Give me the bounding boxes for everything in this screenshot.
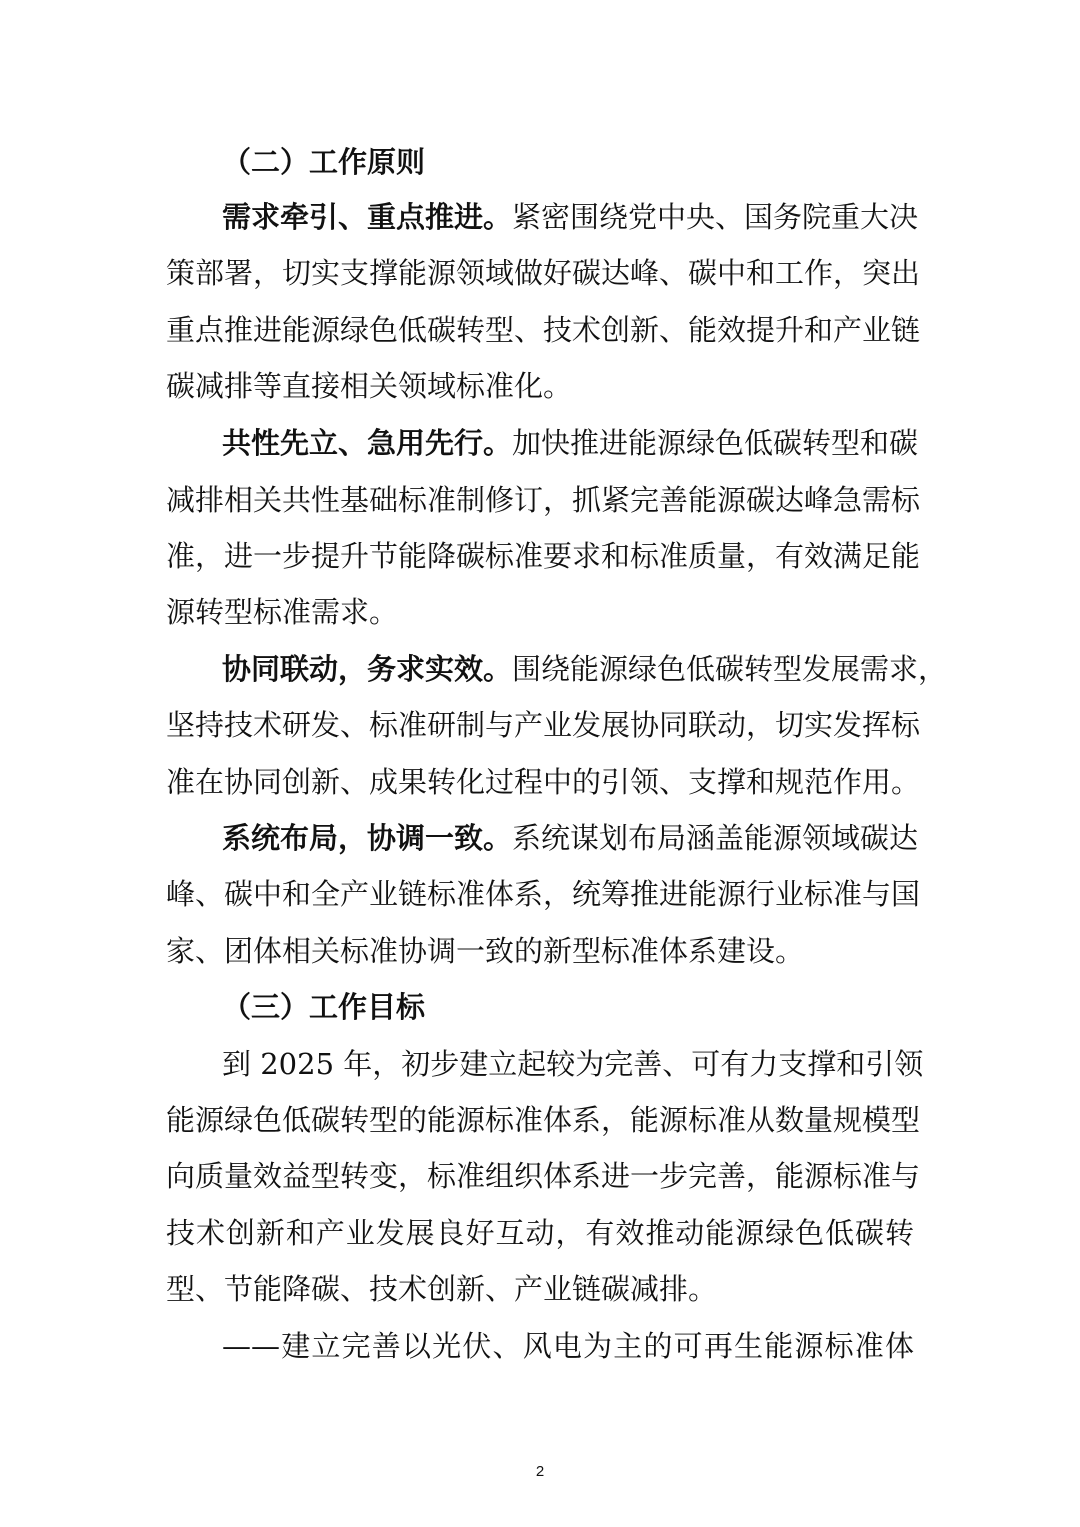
paragraph-line: 碳减排等直接相关领域标准化。 <box>166 369 573 403</box>
paragraph-line <box>222 649 948 689</box>
principle-text: 紧密围绕党中央、国务院重大决 <box>512 200 919 234</box>
paragraph-line: 重点推进能源绿色低碳转型、技术创新、能效提升和产业链 <box>166 313 921 347</box>
paragraph-line <box>222 818 919 858</box>
paragraph-line: 家、团体相关标准协调一致的新型标准体系建设。 <box>166 934 805 968</box>
paragraph-line: 准在协同创新、成果转化过程中的引领、支撑和规范作用。 <box>166 765 921 799</box>
principle-title: 共性先立、急用先行。 <box>222 426 513 460</box>
paragraph-line: 坚持技术研发、标准研制与产业发展协同联动，切实发挥标 <box>166 708 921 742</box>
principle-title: 协同联动，务求实效。 <box>222 652 513 686</box>
paragraph-line: 峰、碳中和全产业链标准体系，统筹推进能源行业标准与国 <box>166 877 921 911</box>
paragraph-line: 减排相关共性基础标准制修订，抓紧完善能源碳达峰急需标 <box>166 483 921 517</box>
paragraph-line: ——建立完善以光伏、风电为主的可再生能源标准体 <box>222 1329 914 1363</box>
paragraph-line: 策部署，切实支撑能源领域做好碳达峰、碳中和工作，突出 <box>166 256 921 290</box>
paragraph-line: 能源绿色低碳转型的能源标准体系，能源标准从数量规模型 <box>166 1103 921 1137</box>
section-heading: （三）工作目标 <box>222 990 426 1024</box>
paragraph-line: 源转型标准需求。 <box>166 595 399 629</box>
page-number: 2 <box>535 1463 545 1480</box>
principle-text: 围绕能源绿色低碳转型发展需求， <box>512 652 948 686</box>
section-heading: （二）工作原则 <box>222 145 426 179</box>
paragraph-line: 准，进一步提升节能降碳标准要求和标准质量，有效满足能 <box>166 539 921 573</box>
paragraph-line: 技术创新和产业发展良好互动，有效推动能源绿色低碳转 <box>166 1216 914 1250</box>
paragraph-line: 型、节能降碳、技术创新、产业链碳减排。 <box>166 1272 718 1306</box>
paragraph-line <box>222 423 919 463</box>
principle-title: 系统布局，协调一致。 <box>222 821 513 855</box>
paragraph-line <box>222 197 919 237</box>
principle-text: 加快推进能源绿色低碳转型和碳 <box>512 426 919 460</box>
principle-title: 需求牵引、重点推进。 <box>222 200 513 234</box>
paragraph-line: 到 2025 年，初步建立起较为完善、可有力支撑和引领 <box>222 1047 924 1081</box>
principle-text: 系统谋划布局涵盖能源领域碳达 <box>512 821 919 855</box>
paragraph-line: 向质量效益型转变，标准组织体系进一步完善，能源标准与 <box>166 1159 921 1193</box>
